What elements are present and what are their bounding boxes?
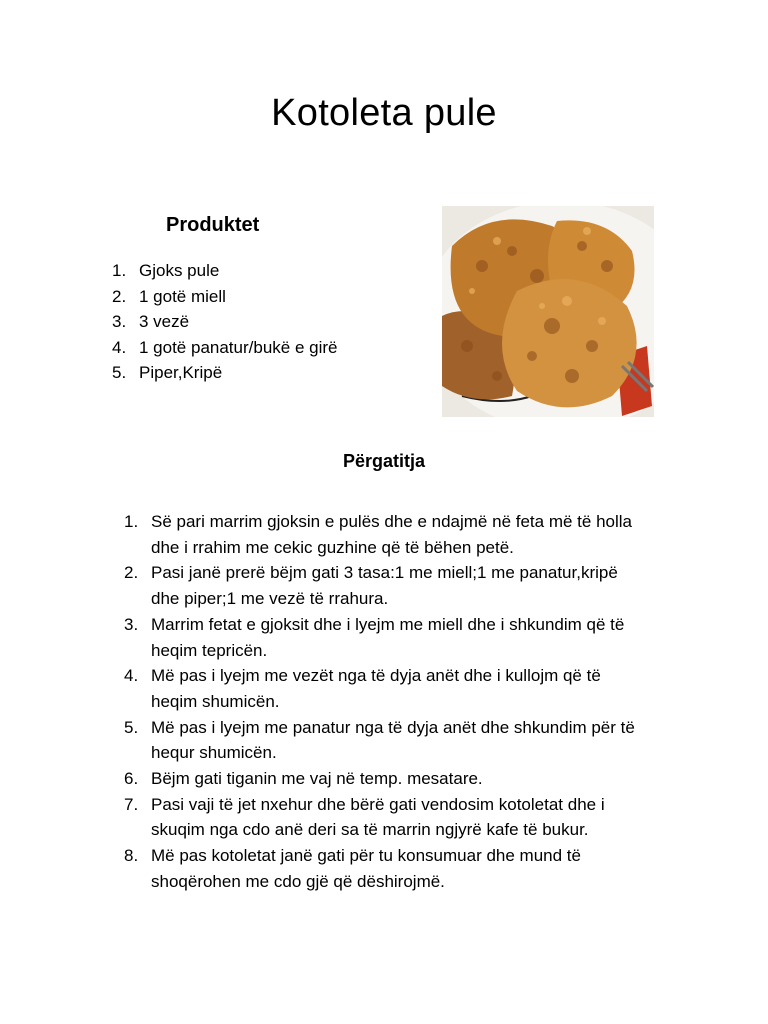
ingredients-list [112,258,342,386]
step-text: Pasi vaji të jet nxehur dhe bërë gati vendosim kotoletat dhe i skuqim nga cdo anë deri sa të marrin ngjyrë kafe të bukur. [151,794,605,840]
ingredient-text: 1 gotë miell [139,286,226,306]
step-item [124,792,644,843]
list-number: 1. [112,261,127,280]
ingredients-heading: Produktet [166,214,260,236]
list-number: 1. [124,512,139,531]
ingredient-item [112,309,342,335]
step-item [124,843,644,894]
step-item [124,715,644,766]
step-text: Së pari marrim gjoksin e pulës dhe e ndajmë në feta më të holla dhe i rrahim me cekic guzhine që të bëhen petë. [151,512,632,557]
chicken-cutlet-image [442,206,654,417]
list-number: 5. [124,717,139,737]
ingredient-text: 1 gotë panatur/bukë e girë [139,337,338,357]
preparation-steps-list [124,509,644,895]
list-number: 8. [124,846,139,866]
list-number: 7. [124,794,139,814]
list-number: 4. [124,666,139,686]
step-item [124,612,644,663]
preparation-heading: Përgatitja [342,451,426,471]
recipe-photo [442,206,654,417]
step-text: Marrim fetat e gjoksit dhe i lyejm me miell dhe i shkundim që të heqim tepricën. [151,614,625,660]
ingredient-text: Piper,Kripë [139,363,223,382]
step-item [124,663,644,714]
step-text: Më pas i lyejm me panatur nga të dyja anët dhe shkundim për të hequr shumicën. [151,717,635,763]
step-item [124,560,644,611]
ingredient-item [112,284,342,310]
ingredient-text: 3 vezë [139,312,190,331]
list-number: 2. [124,563,139,583]
step-text: Më pas i lyejm me vezët nga të dyja anët dhe i kullojm që të heqim shumicën. [151,666,601,711]
list-number: 5. [112,363,127,382]
recipe-title: Kotoleta pule [271,92,497,134]
ingredient-item [112,360,342,386]
step-text: Pasi janë prerë bëjm gati 3 tasa:1 me miell;1 me panatur,kripë dhe piper;1 me vezë të rrahura. [151,563,618,609]
ingredient-item [112,335,342,361]
step-text: Bëjm gati tiganin me vaj në temp. mesatare. [151,769,483,789]
list-number: 3. [124,614,139,634]
step-item [124,766,644,792]
ingredient-text: Gjoks pule [139,261,220,280]
ingredient-item [112,258,342,284]
step-text: Më pas kotoletat janë gati për tu konsumuar dhe mund të shoqërohen me cdo gjë që dëshirojmë. [151,846,581,891]
list-number: 3. [112,312,127,331]
list-number: 6. [124,769,139,789]
step-item [124,509,644,560]
list-number: 2. [112,286,127,306]
list-number: 4. [112,337,127,357]
